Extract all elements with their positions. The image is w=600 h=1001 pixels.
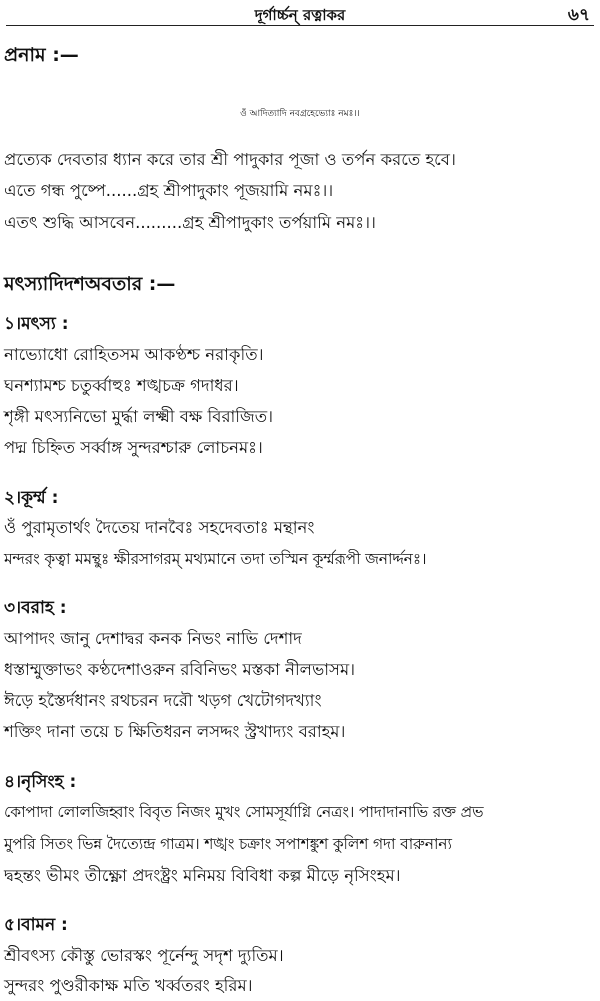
running-header-title: দূর্গার্চ্চন্ রত্নাকর bbox=[254, 6, 346, 24]
pranam-mantra: ওঁ আদিত্যাদি নবগ্রহেভ্যোঃ নমঃ।। bbox=[240, 109, 360, 119]
verse-line: শক্তিং দানা তয়ে চ ক্ষিতিধরন লসদ্দং স্ট্রখাদ্যং বরাহম। bbox=[4, 722, 346, 741]
verse-line: নাভ্যোধো রোহিতসম আকণ্ঠশ্চ নরাকৃতি। bbox=[4, 345, 264, 364]
section-title: ১।মৎস্য : bbox=[4, 314, 69, 334]
verse-line: সুন্দরং পুণ্ডরীকাক্ষ মতি খর্ব্বতরং হরিম। bbox=[4, 976, 253, 995]
section-title: ৪।নৃসিংহ : bbox=[4, 772, 77, 792]
verse-line: কোপাদা লোলজিহ্বাং বিবৃত নিজং মুখং সোমসূর্যাগ্নি নেত্রং। পাদাদানাভি রক্ত প্রভ bbox=[4, 803, 484, 821]
verse-line: ঘনশ্যামশ্চ চতুর্ব্বাহুঃ শঙ্খচক্র গদাধর। bbox=[4, 376, 239, 395]
section-title: ৩।বরাহ : bbox=[4, 598, 67, 618]
avatar-heading: মৎস্যাদিদশঅবতার :— bbox=[4, 273, 176, 295]
section-title: ২।কূর্ম্ম : bbox=[4, 488, 59, 508]
verse-line: মন্দরং কৃত্বা মমন্থুঃ ক্ষীরসাগরম্ মথ্যমানে তদা তস্মিন কূর্ম্মরূপী জনার্দ্দনঃ। bbox=[4, 550, 427, 568]
verse-line: আপাদং জানু দেশাদ্বর কনক নিভং নাভি দেশাদ bbox=[4, 629, 302, 648]
header-divider bbox=[6, 25, 594, 26]
verse-line: ঈড়ে হস্তৈর্দধানং রথচরন দরৌ খড়গ খেটোগদখ্যাং bbox=[4, 691, 322, 710]
verse-line: ওঁ পুরামৃতার্থং দৈতেয় দানবৈঃ সহদেবতাঃ মন্থানং bbox=[4, 518, 315, 537]
verse-line: পদ্ম চিহ্নিত সর্ব্বাঙ্গ সুন্দরশ্চারু লোচনমঃ। bbox=[4, 438, 263, 457]
pranam-line: প্রত্যেক দেবতার ধ্যান করে তার শ্রী পাদুকার পূজা ও তর্পন করতে হবে। bbox=[4, 150, 456, 169]
verse-line: ধস্তাম্মুক্তাভং কণ্ঠদেশাওরুন রবিনিভং মস্তকা নীলভাসম। bbox=[4, 660, 356, 679]
pranam-heading: প্রনাম :— bbox=[4, 44, 79, 66]
verse-line: মুপরি সিতং ভিন্ন দৈত্যেন্দ্র গাত্রম। শঙ্খং চক্রাং সপাশঙ্কুশ কুলিশ গদা বারুনান্য bbox=[4, 835, 452, 853]
verse-line: শৃঙ্গী মৎস্যনিভো মুর্দ্ধা লক্ষ্মী বক্ষ বিরাজিত। bbox=[4, 407, 274, 426]
verse-line: দ্বহন্তং ভীমং তীক্ষ্ণো প্রদংষ্ট্রং মনিময় বিবিধা কল্প মীড়ে নৃসিংহম। bbox=[4, 866, 401, 885]
page-number: ৬৭ bbox=[567, 5, 590, 25]
section-title: ৫।বামন : bbox=[4, 915, 68, 935]
verse-line: শ্রীবৎস্য কৌস্তু ভোরস্কং পূর্নেন্দু সদৃশ দ্যুতিম। bbox=[4, 946, 284, 965]
pranam-line: এতে গন্ধ পুষ্পে......গ্রহ শ্রীপাদুকাং পূজয়ামি নমঃ।। bbox=[4, 181, 334, 200]
pranam-line: এতৎ শুদ্ধি আসবেন.........গ্রহ শ্রীপাদুকাং তর্পয়ামি নমঃ।। bbox=[4, 213, 376, 232]
